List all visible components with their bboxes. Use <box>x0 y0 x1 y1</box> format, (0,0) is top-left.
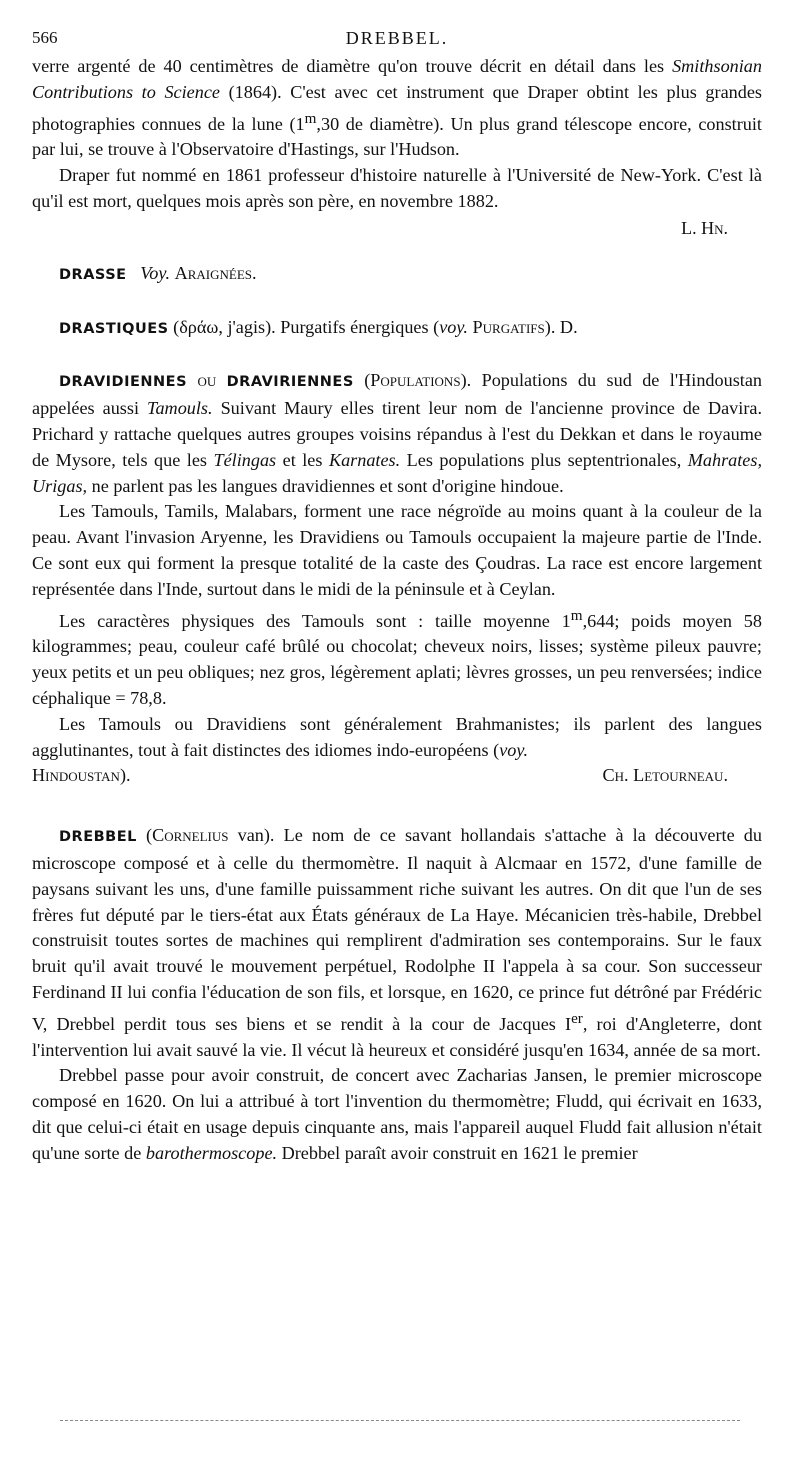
dravidiennes-paragraph-4: Les Tamouls ou Dravidiens sont généralement Brahmanistes; ils parlent des langues agglutinantes, tout à fait distinctes des idiomes indo-européens (voy. <box>32 713 762 760</box>
dravidiennes-paragraph-3: Les caractères physiques des Tamouls sont : taille moyenne 1$^m$,644; poids moyen 58 kilogrammes; peau, couleur café brûlé ou chocolat; cheveux noirs, lisses; système pileux pauvre; yeux petits et un peu obliques; nez gros, légèrement aplati; lèvres grosses, un peu renversées; indice céphalique = 78,8. <box>32 606 762 709</box>
drebbel-paragraph-2: Drebbel passe pour avoir construit, de concert avec Zacharias Jansen, le premier microscope composé en 1620. On lui a attribué à tort l'invention du thermomètre; Fludd, qui écrivait en 1633, dit que celui-ci était en usage depuis cinquante ans, mais l'appareil auquel Fludd fait allusion n'était qu'une sorte de barothermoscope. Drebbel paraît avoir construit en 1621 le premier <box>32 1065 762 1163</box>
entry-dravidiennes: DRAVIDIENNES ou DRAVIRIENNES (Populations). Populations du sud de l'Hindoustan appelées aussi Tamouls. Suivant Maury elles tirent leur nom de l'ancienne province de Davira. Prichard y rattache quelques autres groupes voisins répandus à l'est du Dekkan et dans le royaume de Mysore, tels que les Télingas et les Karnates. Les populations plus septentrionales, Mahrates, Urigas, ne parlent pas les langues dravidiennes et sont d'origine hindoue. <box>32 370 762 496</box>
entry-drebbel: DREBBEL (Cornelius van). Le nom de ce savant hollandais s'attache à la découverte du microscope composé et à celle du thermomètre. Il naquit à Alcmaar en 1572, d'une famille de paysans suivant les uns, d'une famille puissamment riche suivant les autres. On dit que l'un de ses frères fut député par le tiers-état aux États généraux de La Haye. Mécanicien très-habile, Drebbel construisit toutes sortes de machines qui remplirent d'admiration ses contemporains. Sur le faux bruit qu'il avait trouvé le mouvement perpétuel, Rodolphe II l'appela à sa cour. Son successeur Ferdinand II lui confia l'éducation de son fils, et lorsque, en 1620, ce prince fut détrôné par Frédéric V, Drebbel perdit tous ses biens et se rendit à la cour de Jacques Ier, roi d'Angleterre, dont l'intervention lui avait sauvé la vie. Il vécut là heureux et considéré jusqu'en 1634, année de sa mort. <box>32 825 762 1060</box>
page <box>32 28 762 1167</box>
entry-drasse: DRASSE Voy. Araignées. <box>59 262 257 283</box>
draper-paragraph-2: Draper fut nommé en 1861 professeur d'histoire naturelle à l'Université de New-York. C'est là qu'il est mort, quelques mois après son père, en novembre 1882. <box>32 165 762 212</box>
draper-paragraph-1: verre argenté de 40 centimètres de diamètre qu'on trouve décrit en détail dans les Smithsonian Contributions to Science (1864). C'est avec cet instrument que Draper obtint les plus grandes photographies connues de la lune (1$^m$,30 de diamètre). Un plus grand télescope encore, construit par lui, se trouve à l'Observatoire d'Hastings, sur l'Hudson. <box>32 56 762 160</box>
dravidiennes-closing-row: Hindoustan). Ch. Letourneau. <box>32 763 762 789</box>
dravidiennes-signature: Ch. Letourneau. <box>602 765 728 786</box>
page-bottom-rule <box>60 1420 740 1421</box>
running-header <box>32 28 762 54</box>
draper-signature: L. Hn. <box>681 217 728 238</box>
headword-drebbel: DREBBEL <box>59 829 137 846</box>
headword-drastiques: DRASTIQUES <box>59 320 169 337</box>
headword-dravidiennes: DRAVIDIENNES <box>59 374 188 391</box>
headword-dravriennes: DRAVIRIENNES <box>226 374 354 391</box>
running-title: DREBBEL. <box>345 28 449 48</box>
dravidiennes-paragraph-2: Les Tamouls, Tamils, Malabars, forment une race négroïde au moins quant à la couleur de la peau. Avant l'invasion Aryenne, les Dravidiens ou Tamouls occupaient la majeure partie de l'Inde. Ce sont eux qui forment la presque totalité de la caste des Çoudras. La race est encore largement représentée dans l'Inde, surtout dans le midi de la péninsule et à Ceylan. <box>32 501 762 599</box>
page-number: 566 <box>32 28 58 47</box>
headword-drasse: DRASSE <box>59 266 127 283</box>
entry-drastiques: DRASTIQUES (δράω, j'agis). Purgatifs énergiques (voy. Purgatifs). D. <box>59 316 578 337</box>
